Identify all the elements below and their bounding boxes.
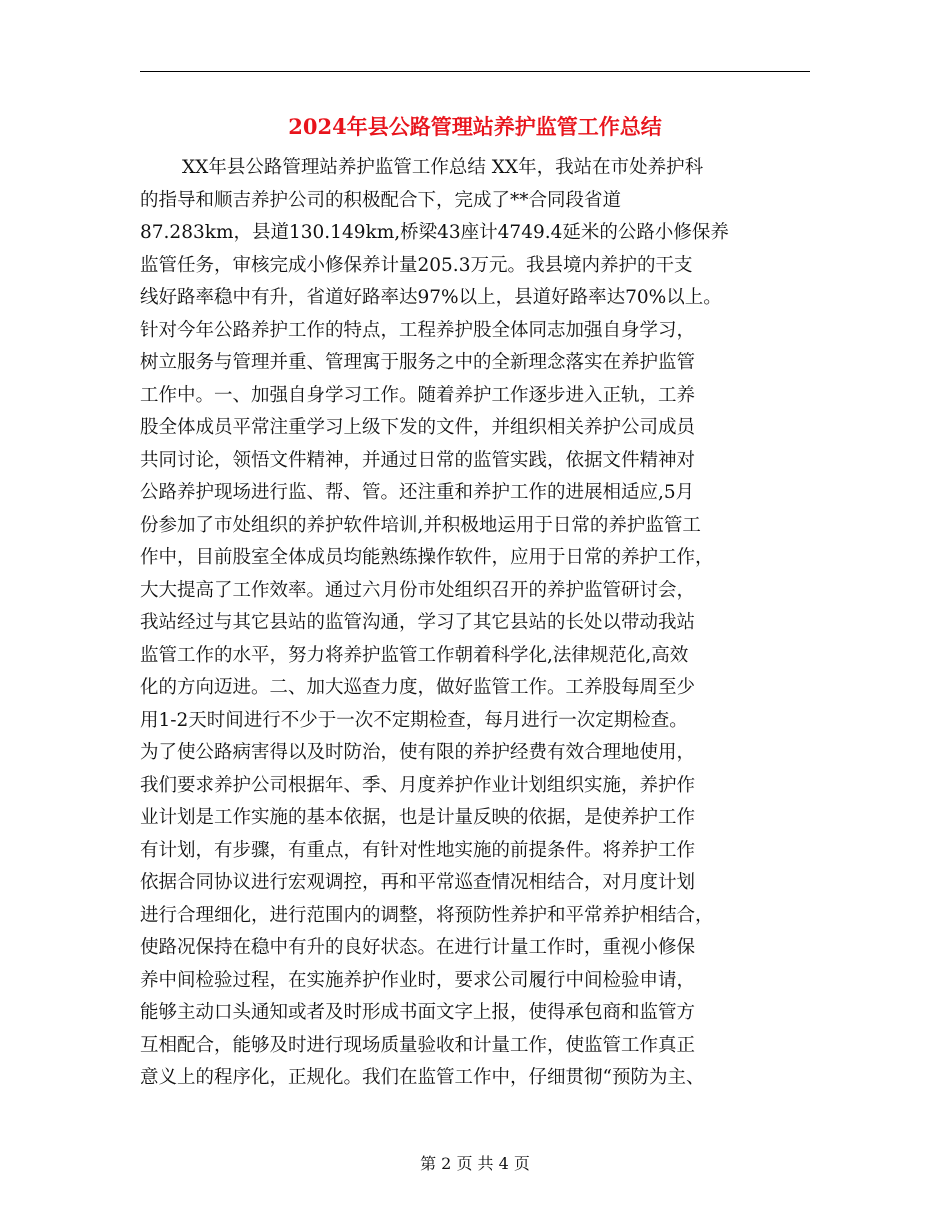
body-line: 大大提高了工作效率。通过六月份市处组织召开的养护监管研讨会，: [140, 579, 696, 601]
body-line: 针对今年公路养护工作的特点，工程养护股全体同志加强自身学习，: [140, 319, 696, 341]
document-body: [140, 152, 812, 1095]
body-line: 养中间检验过程，在实施养护作业时，要求公司履行中间检验申请，: [140, 969, 696, 991]
body-line: 监管任务，审核完成小修保养计量205.3万元。我县境内养护的干支: [140, 254, 693, 276]
body-line: 树立服务与管理并重、管理寓于服务之中的全新理念落实在养护监管: [140, 352, 696, 373]
body-line: 份参加了市处组织的养护软件培训,并积极地运用于日常的养护监管工: [140, 514, 701, 536]
body-line: 作中，目前股室全体成员均能熟练操作软件，应用于日常的养护工作，: [140, 547, 714, 568]
body-line: 87.283km，县道130.149km,桥梁43座计4749.4延米的公路小修保养: [140, 222, 729, 243]
body-line: 意义上的程序化，正规化。我们在监管工作中，仔细贯彻“预防为主、: [140, 1067, 705, 1088]
body-line: 业计划是工作实施的基本依据，也是计量反映的依据，是使养护工作: [140, 807, 696, 828]
body-line: 我站经过与其它县站的监管沟通，学习了其它县站的长处以带动我站: [140, 612, 696, 633]
header-rule: [140, 71, 810, 72]
body-line: 有计划，有步骤，有重点，有针对性地实施的前提条件。将养护工作: [140, 839, 696, 861]
body-line: 线好路率稳中有升，省道好路率达97%以上，县道好路率达70%以上。: [140, 287, 722, 308]
body-line: 使路况保持在稳中有升的良好状态。在进行计量工作时，重视小修保: [140, 937, 696, 958]
body-line: 公路养护现场进行监、帮、管。还注重和养护工作的进展相适应,5月: [140, 482, 695, 503]
body-line: 化的方向迈进。二、加大巡查力度，做好监管工作。工养股每周至少: [140, 677, 696, 698]
body-line: 股全体成员平常注重学习上级下发的文件，并组织相关养护公司成员: [140, 417, 696, 438]
body-line: 互相配合，能够及时进行现场质量验收和计量工作，使监管工作真正: [140, 1034, 696, 1056]
document-title: 2024年县公路管理站养护监管工作总结: [288, 114, 662, 139]
body-line: 进行合理细化，进行范围内的调整，将预防性养护和平常养护相结合，: [140, 904, 714, 926]
body-line: 我们要求养护公司根据年、季、月度养护作业计划组织实施，养护作: [140, 774, 696, 796]
body-line: 用1-2天时间进行不少于一次不定期检查，每月进行一次定期检查。: [140, 709, 688, 731]
page-number-footer: 第 2 页 共 4 页: [420, 1154, 530, 1173]
body-line: 为了使公路病害得以及时防治，使有限的养护经费有效合理地使用，: [140, 742, 696, 763]
body-line: 工作中。一、加强自身学习工作。随着养护工作逐步进入正轨，工养: [140, 384, 696, 406]
body-line: 能够主动口头通知或者及时形成书面文字上报，使得承包商和监管方: [140, 1002, 696, 1023]
body-line: 依据合同协议进行宏观调控，再和平常巡查情况相结合，对月度计划: [140, 872, 696, 893]
body-line: 监管工作的水平，努力将养护监管工作朝着科学化,法律规范化,高效: [140, 644, 689, 666]
body-line: XX年县公路管理站养护监管工作总结 XX年，我站在市处养护科: [182, 157, 704, 178]
body-line: 的指导和顺吉养护公司的积极配合下，完成了**合同段省道: [140, 189, 622, 211]
body-line: 共同讨论，领悟文件精神，并通过日常的监管实践，依据文件精神对: [140, 449, 696, 471]
